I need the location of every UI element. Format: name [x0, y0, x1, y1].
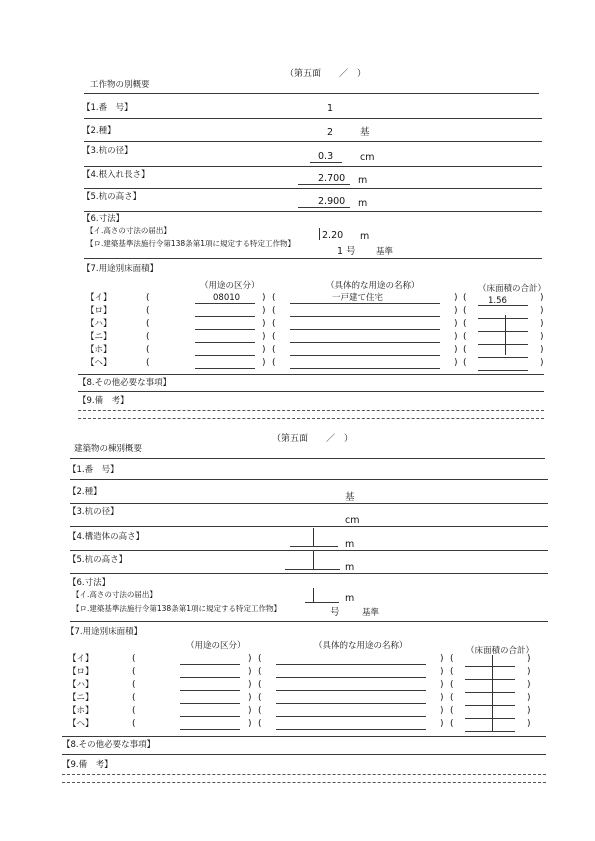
s1-row-label: 【ニ】	[86, 332, 112, 342]
s2-depth-label: 【4.構造体の高さ】	[68, 532, 145, 542]
s1-remarks-label: 【9.備 考】	[78, 396, 129, 406]
s2-size-ro-suffix: 基準	[362, 608, 380, 618]
s1-height-value: 2.900	[318, 196, 346, 207]
s2-depth-unit: m	[345, 539, 355, 550]
s2-height-label: 【5.杭の高さ】	[68, 555, 128, 565]
sheet1-header: （第五面 ／ ）	[285, 69, 367, 79]
s1-kind-value: 2	[327, 127, 334, 138]
s1-number-value: 1	[327, 103, 334, 114]
s2-row-label: 【ハ】	[68, 680, 94, 690]
s1-col1-header: （用途の区分）	[200, 281, 260, 291]
s2-size-i-label: 【イ.高さの寸法の届出】	[72, 590, 157, 599]
s1-row-label: 【ホ】	[86, 345, 112, 355]
sheet1-section-title: 工作物の別概要	[90, 80, 150, 90]
s1-other-label: 【8.その他必要な事項】	[78, 378, 172, 388]
s2-row-label: 【イ】	[68, 654, 94, 664]
s1-height-label: 【5.杭の高さ】	[82, 192, 142, 202]
s2-row-label: 【ロ】	[68, 667, 94, 677]
s1-pile-dia-unit: cm	[360, 152, 375, 163]
s1-size-ro-label: 【ロ.建築基準法施行令第138条第1項に規定する特定工作物】	[86, 239, 295, 248]
s2-pile-dia-label: 【3.杭の径】	[68, 507, 119, 517]
s2-kind-unit: 基	[345, 492, 355, 503]
s2-col1-header: （用途の区分）	[186, 641, 246, 651]
s1-row-label: 【ハ】	[86, 319, 112, 329]
s1-purpose-label: 【7.用途別床面積】	[82, 264, 159, 274]
s2-other-label: 【8.その他必要な事項】	[62, 740, 156, 750]
document-page: （第五面 ／ ） 工作物の別概要 【1.番 号】 1 【2.種】 2 基 【3.杭の径】 0.3 cm 【4.根入れ長さ】 2.700 m 【5.杭の高さ】 2.900 m 【6.寸法】 【イ.高さの寸法の届出】 2.20 m 【ロ.建築基準法施行令第138条第1項に規定する特定工作物】 1 号 基準 【7.用途別床面積】 （用途の区分） （具体的な用途の名称） （床面積の合計） 【イ】 【ロ】 【ハ】 【ニ】 【ホ】 【ヘ】 08010 一戸建て住宅 1.56 ( ( ( ( ( ( ) ) ) ) ) ) ( ( ( ( ( ( ) ) ) ) ) ) ( ( ( ( ( ( ) ) ) ) ) ) 【8.その他必要な事項】 【9.備 考】 （第五面 ／ ） 建築物の棟別概要 【1.番 号】 【2.種】 基 【3.杭の径】 cm 【4.構造体の高さ】 m 【5.杭の高さ】 m 【6.寸法】 【イ.高さの寸法の届出】 m 【ロ.建築基準法施行令第138条第1項に規定する特定工作物】 号 基準 【7.用途別床面積】 （用途の区分） （具体的な用途の名称） （床面積の合計） 【イ】 【ロ】 【ハ】 【ニ】 【ホ】 【ヘ】 ( ( ( ( ( ( ) ) ) ) ) ) ( ( ( ( ( ( ) ) ) ) ) ) ( ( ( ( ( ( ) ) ) ) ) ) 【8.その他必要な事項】 【9.備 考】	[0, 0, 595, 841]
s2-pile-dia-unit: cm	[345, 515, 360, 526]
s1-kind-label: 【2.種】	[82, 126, 116, 136]
s1-col2-header: （具体的な用途の名称）	[326, 281, 420, 291]
s2-height-unit: m	[345, 562, 355, 573]
s1-row1-area: 1.56	[488, 296, 507, 306]
s2-size-ro-unit: 号	[330, 607, 340, 618]
s2-col2-header: （具体的な用途の名称）	[314, 641, 408, 651]
s2-size-label: 【6.寸法】	[68, 578, 111, 588]
s2-row-label: 【ホ】	[68, 706, 94, 716]
sheet2-section-title: 建築物の棟別概要	[74, 444, 143, 454]
s1-height-unit: m	[358, 198, 368, 209]
s1-kind-unit: 基	[360, 127, 370, 138]
s1-col3-header: （床面積の合計）	[478, 284, 547, 294]
s2-row-label: 【ヘ】	[68, 719, 94, 729]
s1-size-i-value: 2.20	[322, 230, 344, 241]
s2-number-label: 【1.番 号】	[68, 465, 119, 475]
s2-purpose-label: 【7.用途別床面積】	[66, 627, 143, 637]
s1-pile-dia-value: 0.3	[318, 151, 334, 162]
s1-row-label: 【ヘ】	[86, 358, 112, 368]
s1-pile-dia-label: 【3.杭の径】	[82, 146, 133, 156]
s2-size-ro-label: 【ロ.建築基準法施行令第138条第1項に規定する特定工作物】	[72, 604, 281, 613]
sheet2-header: （第五面 ／ ）	[272, 434, 354, 444]
s2-col3-header: （床面積の合計）	[466, 646, 535, 656]
s1-depth-value: 2.700	[318, 173, 346, 184]
s1-size-label: 【6.寸法】	[82, 214, 125, 224]
s1-number-label: 【1.番 号】	[82, 103, 133, 113]
s1-row-label: 【イ】	[86, 293, 112, 303]
s1-size-i-unit: m	[360, 231, 370, 242]
s1-size-ro-value: 1	[337, 246, 344, 257]
s1-depth-label: 【4.根入れ長さ】	[82, 170, 150, 180]
s1-size-ro-suffix: 基準	[376, 247, 394, 257]
s1-size-ro-unit: 号	[346, 246, 356, 257]
s2-remarks-label: 【9.備 考】	[62, 760, 113, 770]
s1-row1-name: 一戸建て住宅	[332, 293, 384, 303]
s1-depth-unit: m	[358, 175, 368, 186]
s1-row1-code: 08010	[213, 293, 241, 303]
s2-size-i-unit: m	[345, 593, 355, 604]
s1-size-i-label: 【イ.高さの寸法の届出】	[86, 226, 171, 235]
s2-kind-label: 【2.種】	[68, 487, 102, 497]
s2-row-label: 【ニ】	[68, 693, 94, 703]
s1-row-label: 【ロ】	[86, 306, 112, 316]
